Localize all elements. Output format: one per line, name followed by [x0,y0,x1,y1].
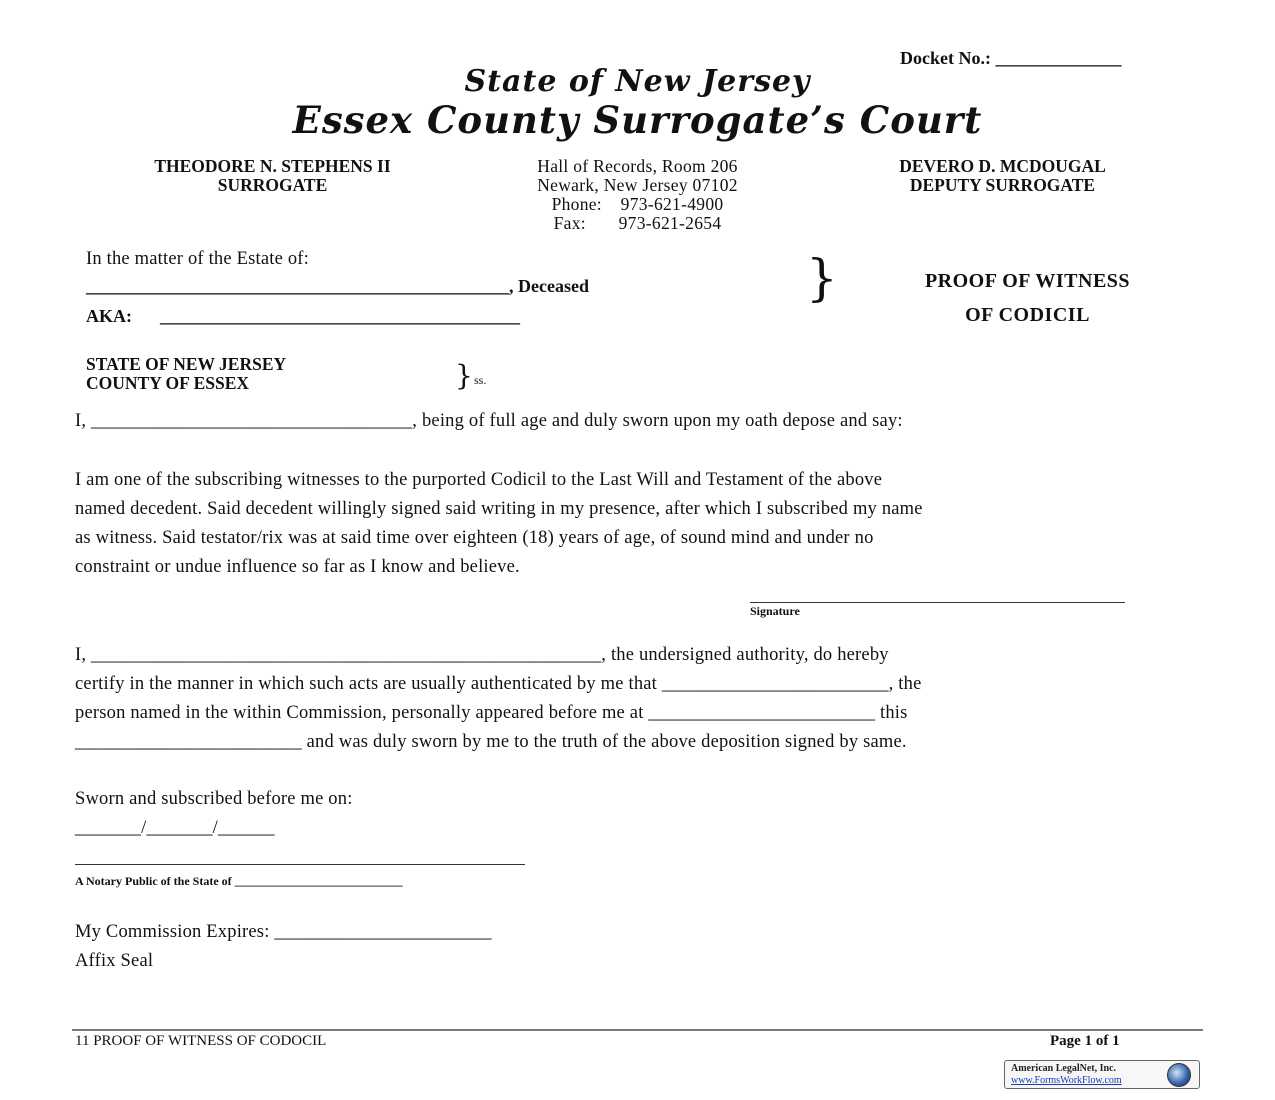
authority-paragraph [75,641,1205,757]
address-line-1: Hall of Records, Room 206 [537,156,738,176]
oath-statement: I, __________________________________, being of full age and duly sworn upon my oath depose and say: [75,411,903,431]
surrogate-name: THEODORE N. STEPHENS II [154,156,391,176]
venue-county: COUNTY OF ESSEX [86,373,250,393]
affix-seal-label: Affix Seal [75,951,154,971]
authority-paragraph-line: person named in the within Commission, personally appeared before me at ________________________ this [75,703,908,723]
legalnet-url[interactable]: www.FormsWorkFlow.com [1011,1075,1122,1086]
deceased-line[interactable]: _______________________________________________, Deceased [86,276,589,296]
fax-line: Fax: 973-621-2654 [553,213,722,233]
commission-expires: My Commission Expires: _______________________ [75,922,492,942]
deputy-name: DEVERO D. MCDOUGAL [899,156,1106,176]
phone-line: Phone: 973-621-4900 [551,194,724,214]
notary-label: A Notary Public of the State of ____________________________ [75,874,403,888]
witness-paragraph-line: I am one of the subscribing witnesses to the purported Codicil to the Last Will and Testament of the above [75,470,883,490]
address-line-2: Newark, New Jersey 07102 [537,175,738,195]
signature-line[interactable] [750,602,1125,603]
witness-paragraph-line: as witness. Said testator/rix was at said time over eighteen (18) years of age, of sound mind and under no [75,528,874,548]
document-title [870,264,1185,332]
witness-paragraph-line: named decedent. Said decedent willingly signed said writing in my presence, after which I subscribed my name [75,499,923,519]
aka-label: AKA: [86,306,132,326]
surrogate-block [100,157,445,195]
caption-brace: } [806,249,838,307]
authority-paragraph-line: certify in the manner in which such acts are usually authenticated by me that ________________________, the [75,674,922,694]
footer-form-title: 11 PROOF OF WITNESS OF CODOCIL [75,1033,327,1049]
globe-icon [1167,1063,1191,1087]
surrogate-title: SURROGATE [217,175,328,195]
witness-paragraph-line: constraint or undue influence so far as I know and believe. [75,557,520,577]
docket-number: Docket No.: ______________ [900,48,1122,68]
matter-label: In the matter of the Estate of: [86,249,309,269]
authority-paragraph-line: ________________________ and was duly sworn by me to the truth of the above deposition signed by same. [75,732,907,752]
page-number: Page 1 of 1 [1050,1033,1120,1049]
witness-paragraph [75,466,1205,582]
court-heading: Essex County Surrogate’s Court [292,98,983,142]
deputy-block [840,157,1165,195]
legalnet-name: American LegalNet, Inc. [1011,1063,1116,1074]
venue-block [86,355,286,393]
footer-rule [72,1029,1203,1031]
sworn-date-line[interactable]: _______/_______/______ [75,818,275,838]
authority-paragraph-line: I, ______________________________________________________, the undersigned authority, do hereby [75,645,889,665]
venue-brace: } [455,359,473,392]
legalnet-badge[interactable] [1004,1060,1200,1089]
sworn-statement: Sworn and subscribed before me on: [75,789,353,809]
aka-line[interactable]: ________________________________________ [160,306,520,326]
document-title-line-2: OF CODICIL [965,304,1090,326]
signature-label: Signature [750,604,800,618]
document-title-line-1: PROOF OF WITNESS [924,270,1131,292]
venue-ss: ss. [474,373,487,387]
deputy-title: DEPUTY SURROGATE [909,175,1096,195]
notary-signature-line[interactable] [75,864,525,865]
court-address-block [480,157,795,233]
state-heading: State of New Jersey [464,64,811,99]
venue-state: STATE OF NEW JERSEY [86,354,287,374]
